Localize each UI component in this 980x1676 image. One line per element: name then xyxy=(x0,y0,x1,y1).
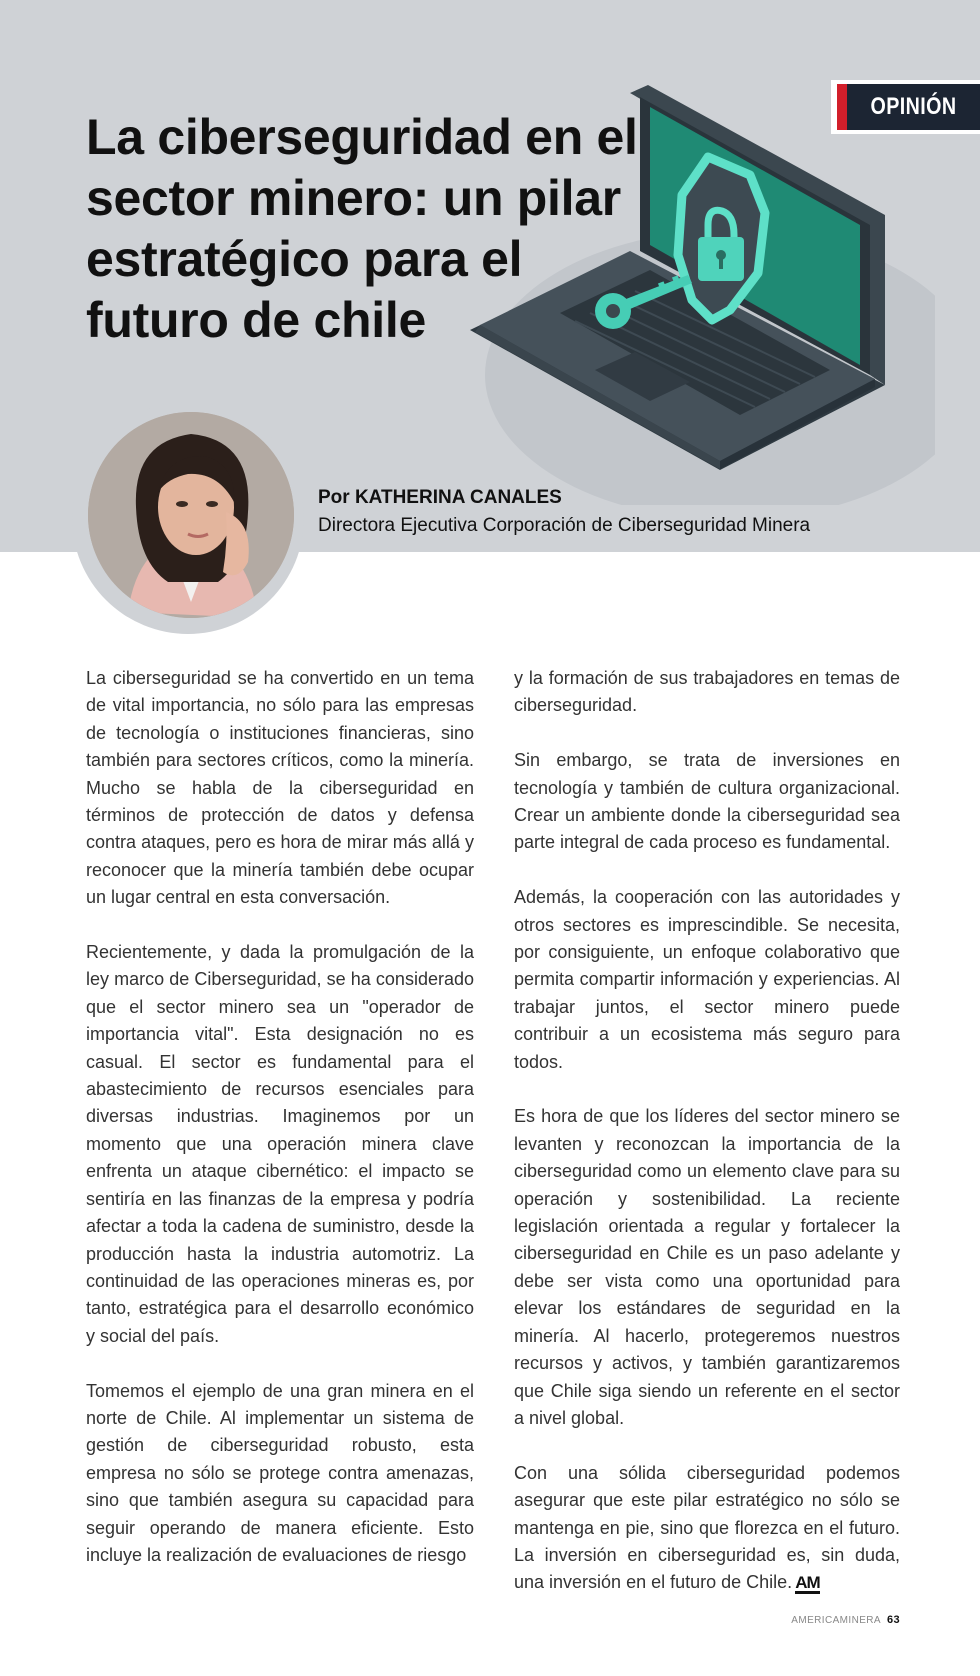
final-paragraph xyxy=(514,1460,900,1597)
paragraph: La ciberseguridad se ha convertido en un tema de vital importancia, no sólo para las empresas de tecnología o instituciones financieras, sino también para sectores críticos, como la minería. Mucho se habla de la ciberseguridad en términos de protección de datos y defensa contra ataques, pero es hora de mirar más allá y reconocer que la minería también debe ocupar un lugar central en esta conversación. xyxy=(86,668,474,908)
body-column-right xyxy=(514,665,900,1624)
paragraph: Sin embargo, se trata de inversiones en tecnología y también de cultura organizacional. Crear un ambiente donde la ciberseguridad sea parte integral de cada proceso es fundamental. xyxy=(514,750,900,853)
page-number: 63 xyxy=(886,1614,900,1626)
paragraph: Recientemente, y dada la promulgación de la ley marco de Ciberseguridad, se ha considerado que el sector minero sea un "operador de importancia vital". Esta designación no es casual. El sector es fundamental para el abastecimiento de recursos esenciales para diversas industrias. Imaginemos por un momento que una operación minera clave enfrenta un ataque cibernético: el impacto se sentiría en las finanzas de la empresa y podría afectar a toda la cadena de suministro, desde la producción hasta la industria automotriz. La continuidad de las operaciones mineras es, por tanto, estratégica para el desarrollo económico y social del país. xyxy=(86,942,474,1346)
author-byline xyxy=(318,484,810,540)
section-tag-label: OPINIÓN xyxy=(870,93,957,120)
author-photo xyxy=(88,412,294,618)
paragraph: Además, la cooperación con las autoridades y otros sectores es imprescindible. Se necesita, por consiguiente, un enfoque colaborativo que permita compartir información y experiencias. Al trabajar juntos, el sector minero puede contribuir a un ecosistema más seguro para todos. xyxy=(514,887,900,1072)
author-role: Directora Ejecutiva Corporación de Ciberseguridad Minera xyxy=(318,515,811,536)
page-footer xyxy=(791,1614,900,1626)
body-column-left xyxy=(86,665,474,1597)
paragraph: Es hora de que los líderes del sector minero se levanten y reconozcan la importancia de la ciberseguridad como un elemento clave para su operación y sostenibilidad. La reciente legislación orientada a regular y fortalecer la ciberseguridad en Chile es un paso adelante y debe ser vista como una oportunidad para elevar los estándares de seguridad en la minería. Al hacerlo, protegeremos nuestros recursos y activos, y también garantizaremos que Chile siga siendo un referente en el sector a nivel global. xyxy=(514,1106,900,1428)
paragraph: Tomemos el ejemplo de una gran minera en el norte de Chile. Al implementar un sistema de gestión de ciberseguridad robusto, esta empresa no sólo se protege contra amenazas, sino que también asegura su capacidad para seguir operando de manera eficiente. Esto incluye la realización de evaluaciones de riesgo xyxy=(86,1380,474,1565)
paragraph-text: Con una sólida ciberseguridad podemos asegurar que este pilar estratégico no sólo se mantenga en pie, sino que florezca en el futuro. La inversión en ciberseguridad es, sin duda, una inversión en el futuro de Chile. xyxy=(514,1462,900,1593)
end-mark-logo: AM xyxy=(795,1573,820,1593)
author-name: Por KATHERINA CANALES xyxy=(318,487,562,508)
article-title: La ciberseguridad en el sector minero: un pilar estratégico para el futuro de chile xyxy=(86,109,638,348)
publication-name: AMERICAMINERA xyxy=(791,1615,881,1626)
laptop-security-illustration xyxy=(430,85,935,505)
paragraph: y la formación de sus trabajadores en temas de ciberseguridad. xyxy=(514,668,900,716)
